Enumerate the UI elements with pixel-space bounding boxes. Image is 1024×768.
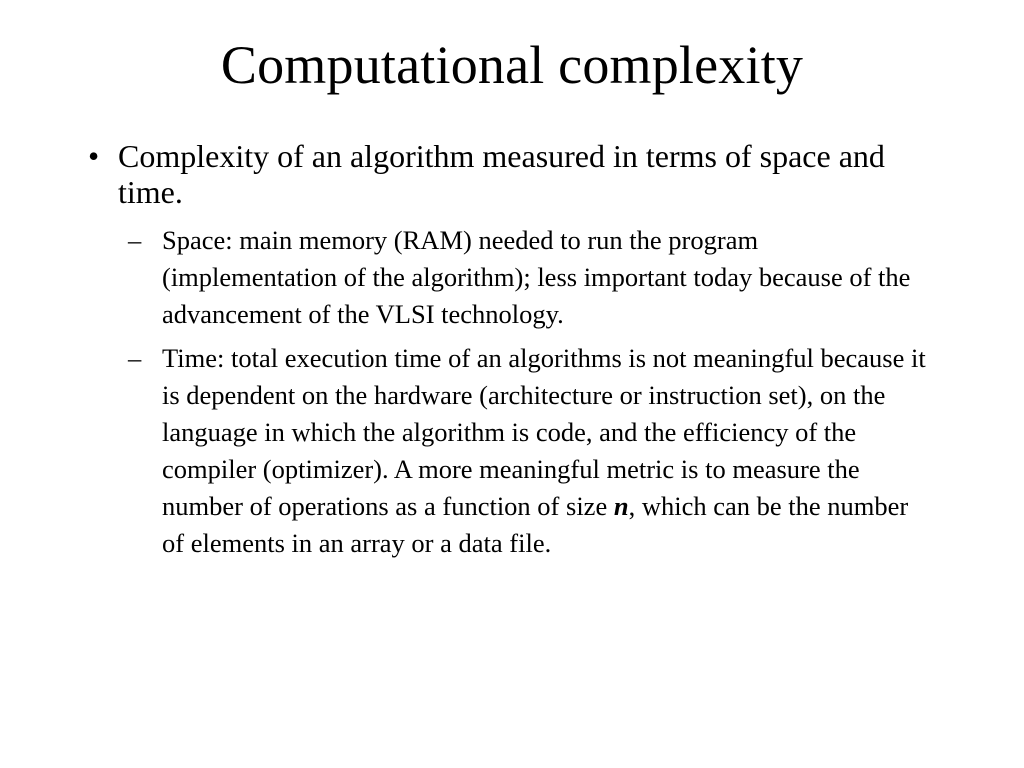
sub-bullet-text-time — [162, 343, 926, 558]
sub-bullet-text-space: Space: main memory (RAM) needed to run the program (implementation of the algorithm); less important today because of the advancement of the VLSI technology. — [162, 225, 911, 329]
time-text-after: , which can be the number of elements in an array or a data file. — [162, 491, 909, 558]
bullet-item — [88, 138, 948, 210]
sub-bullet-list — [128, 222, 928, 562]
time-text-before: Time: total execution time of an algorithms is not meaningful because it is dependent on the hardware (architecture or instruction set), on the language in which the algorithm is code, and the efficiency of the compiler (optimizer). A more meaningful metric is to measure the number of operations as a function of size — [162, 343, 926, 521]
sub-bullet-item-space — [128, 222, 928, 333]
bullet-list — [88, 138, 948, 569]
variable-n: n — [613, 491, 629, 521]
sub-bullet-marker: – — [128, 343, 142, 373]
sub-bullet-marker: – — [128, 225, 142, 255]
bullet-text: Complexity of an algorithm measured in terms of space and time. — [118, 138, 885, 210]
sub-bullet-item-time — [128, 340, 928, 562]
bullet-marker: • — [88, 138, 100, 174]
slide-title: Computational complexity — [220, 35, 804, 95]
